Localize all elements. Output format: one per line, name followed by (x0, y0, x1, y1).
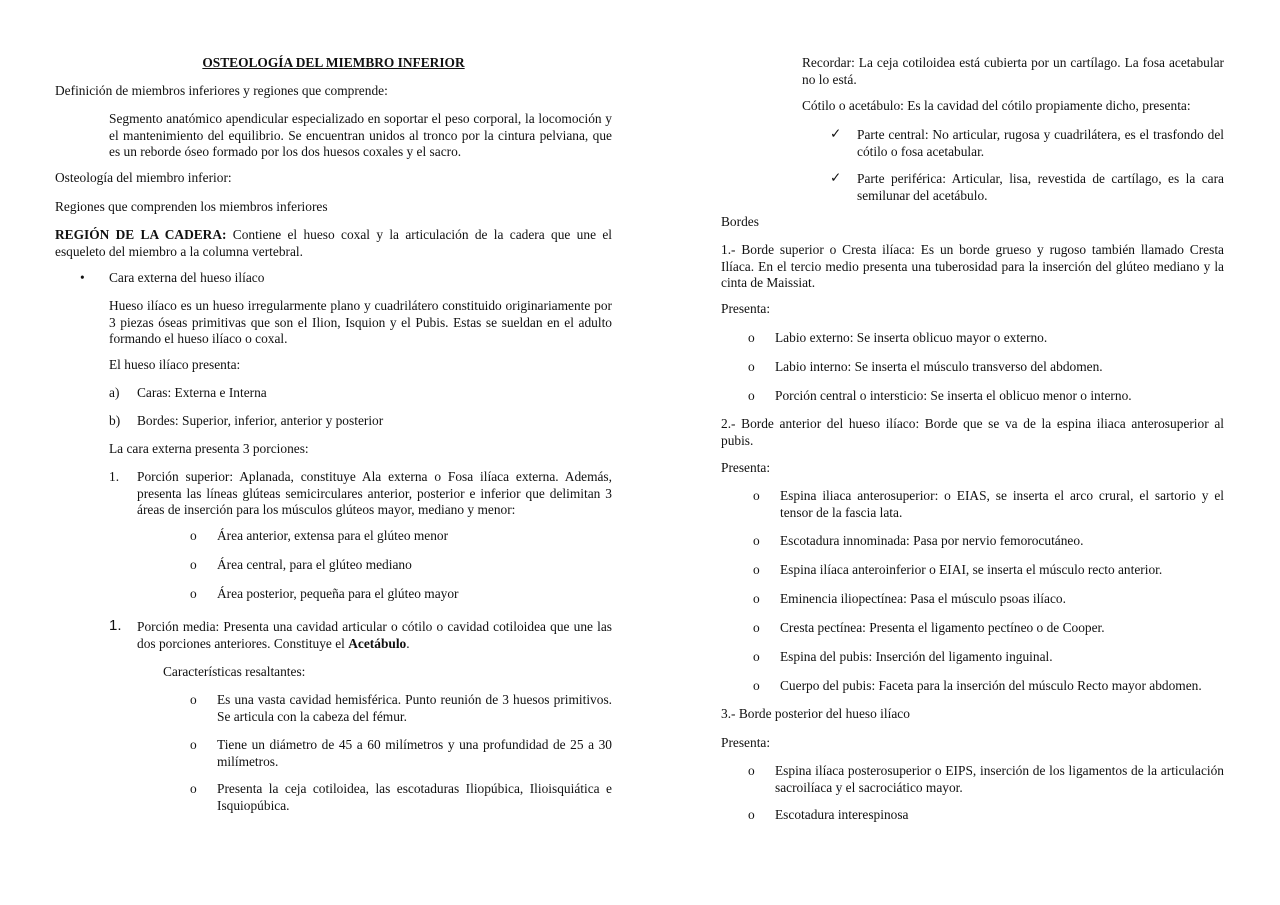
border-item: Labio externo: Se inserta oblicuo mayor o externo. (775, 330, 1048, 345)
circle-marker: o (190, 557, 197, 572)
osteology-heading: Osteología del miembro inferior: (55, 170, 232, 185)
borde-anterior: 2.- Borde anterior del hueso ilíaco: Borde que se va de la espina iliaca anterosuperior al pubis. (721, 416, 1224, 448)
border-item: Cresta pectínea: Presenta el ligamento pectíneo o de Cooper. (780, 620, 1105, 635)
circle-marker: o (748, 763, 755, 778)
hip-region-paragraph (55, 227, 612, 260)
circle-marker: o (753, 533, 760, 548)
presenta-label: Presenta: (721, 301, 771, 316)
item-a: Caras: Externa e Interna (137, 385, 267, 400)
area-item: Área anterior, extensa para el glúteo menor (217, 528, 449, 543)
border-item: Porción central o intersticio: Se inserta el oblicuo menor o interno. (775, 388, 1132, 403)
regions-heading: Regiones que comprenden los miembros inferiores (55, 199, 328, 214)
presenta-text: El hueso ilíaco presenta: (109, 357, 241, 372)
definition-heading: Definición de miembros inferiores y regiones que comprende: (55, 83, 388, 98)
circle-marker: o (753, 620, 760, 635)
characteristic-item: Es una vasta cavidad hemisférica. Punto reunión de 3 huesos primitivos. Se articula con la cabeza del fémur. (217, 692, 612, 724)
circle-marker: o (753, 488, 760, 503)
characteristics-heading: Características resaltantes: (163, 664, 306, 679)
portions-heading: La cara externa presenta 3 porciones: (109, 441, 309, 456)
hip-region-text: Contiene el hueso coxal y la articulación de la cadera que une el esqueleto del miembro a la columna vertebral. (55, 227, 612, 259)
portion-media-text: Porción media: Presenta una cavidad articular o cótilo o cavidad cotiloidea que une las dos porciones anteriores. Constituye el (137, 619, 612, 651)
area-item: Área central, para el glúteo mediano (217, 557, 412, 572)
cotilo-text: Cótilo o acetábulo: Es la cavidad del cótilo propiamente dicho, presenta: (802, 98, 1191, 113)
portion-media (137, 619, 612, 652)
circle-marker: o (753, 649, 760, 664)
border-item: Eminencia iliopectínea: Pasa el músculo psoas ilíaco. (780, 591, 1066, 606)
circle-marker: o (190, 692, 197, 707)
area-item: Área posterior, pequeña para el glúteo mayor (217, 586, 459, 601)
item-b: Bordes: Superior, inferior, anterior y posterior (137, 413, 384, 428)
circle-marker: o (753, 562, 760, 577)
acetabulo-label: Acetábulo (348, 635, 407, 651)
portion2-marker: 1. (109, 617, 122, 634)
portion1-marker: 1. (109, 469, 120, 484)
presenta-label: Presenta: (721, 735, 771, 750)
border-item: Espina ilíaca anteroinferior o EIAI, se inserta el músculo recto anterior. (780, 562, 1163, 577)
border-item: Espina del pubis: Inserción del ligamento inguinal. (780, 649, 1053, 664)
border-item: Espina iliaca anterosuperior: o EIAS, se inserta el arco crural, el sartorio y el tensor de la fascia lata. (780, 488, 1224, 520)
definition-text: Segmento anatómico apendicular especializado en soportar el peso corporal, la locomoción y el mantenimiento del equilibrio. Se encuentran unidos al tronco por la cintura pelviana, que es un reborde óseo formado por los dos huesos coxales y el sacro. (109, 111, 612, 159)
characteristic-item: Tiene un diámetro de 45 a 60 milímetros y una profundidad de 25 a 30 milímetros. (217, 737, 612, 769)
recordar-note: Recordar: La ceja cotiloidea está cubierta por un cartílago. La fosa acetabular no lo está. (802, 55, 1224, 87)
border-item: Escotadura innominada: Pasa por nervio femorocutáneo. (780, 533, 1084, 548)
check-icon: ✓ (830, 170, 842, 185)
check-item: Parte periférica: Articular, lisa, revestida de cartílago, es la cara semilunar del acetábulo. (857, 171, 1224, 203)
circle-marker: o (190, 737, 197, 752)
circle-marker: o (748, 359, 755, 374)
check-item: Parte central: No articular, rugosa y cuadrilátera, es el trasfondo del cótilo o fosa acetabular. (857, 127, 1224, 159)
circle-marker: o (753, 678, 760, 693)
borde-superior: 1.- Borde superior o Cresta ilíaca: Es un borde grueso y rugoso también llamado Cresta Ilíaca. En el tercio medio presenta una tuberosidad para la inserción del glúteo mediano y la cinta de Maissiat. (721, 242, 1224, 290)
circle-marker: o (190, 528, 197, 543)
hueso-iliaco-text: Hueso ilíaco es un hueso irregularmente plano y cuadrilátero constituido originariamente por 3 piezas óseas primitivas que son el Ilion, Isquion y el Pubis. Estas se sueldan en el adulto formando el hueso ilíaco o coxal. (109, 298, 612, 346)
border-item: Cuerpo del pubis: Faceta para la inserción del músculo Recto mayor abdomen. (780, 678, 1202, 693)
characteristic-item: Presenta la ceja cotiloidea, las escotaduras Iliopúbica, Ilioisquiática e Isquiopúbica. (217, 781, 612, 813)
circle-marker: o (190, 586, 197, 601)
border-item: Labio interno: Se inserta el músculo transverso del abdomen. (775, 359, 1103, 374)
circle-marker: o (190, 781, 197, 796)
portion-superior: Porción superior: Aplanada, constituye Ala externa o Fosa ilíaca externa. Además, presenta las líneas glúteas semicirculares anterior, posterior e inferior que delimitan 3 áreas de inserción para los músculos glúteos mayor, mediano y menor: (137, 469, 612, 517)
border-item: Espina ilíaca posterosuperior o EIPS, inserción de los ligamentos de la articulación sacroilíaca y el sacrociático mayor. (775, 763, 1224, 795)
circle-marker: o (753, 591, 760, 606)
check-icon: ✓ (830, 126, 842, 141)
circle-marker: o (748, 807, 755, 822)
presenta-label: Presenta: (721, 460, 771, 475)
portion-media-end: . (406, 635, 410, 651)
bullet-external-face: Cara externa del hueso ilíaco (109, 270, 265, 285)
page-title: OSTEOLOGÍA DEL MIEMBRO INFERIOR (202, 55, 465, 70)
borde-posterior: 3.- Borde posterior del hueso ilíaco (721, 706, 910, 721)
circle-marker: o (748, 330, 755, 345)
border-item: Escotadura interespinosa (775, 807, 909, 822)
item-a-marker: a) (109, 385, 120, 400)
item-b-marker: b) (109, 413, 121, 428)
bullet-marker: • (80, 270, 85, 285)
hip-region-label: REGIÓN DE LA CADERA: (55, 227, 227, 242)
bordes-heading: Bordes (721, 214, 759, 229)
circle-marker: o (748, 388, 755, 403)
